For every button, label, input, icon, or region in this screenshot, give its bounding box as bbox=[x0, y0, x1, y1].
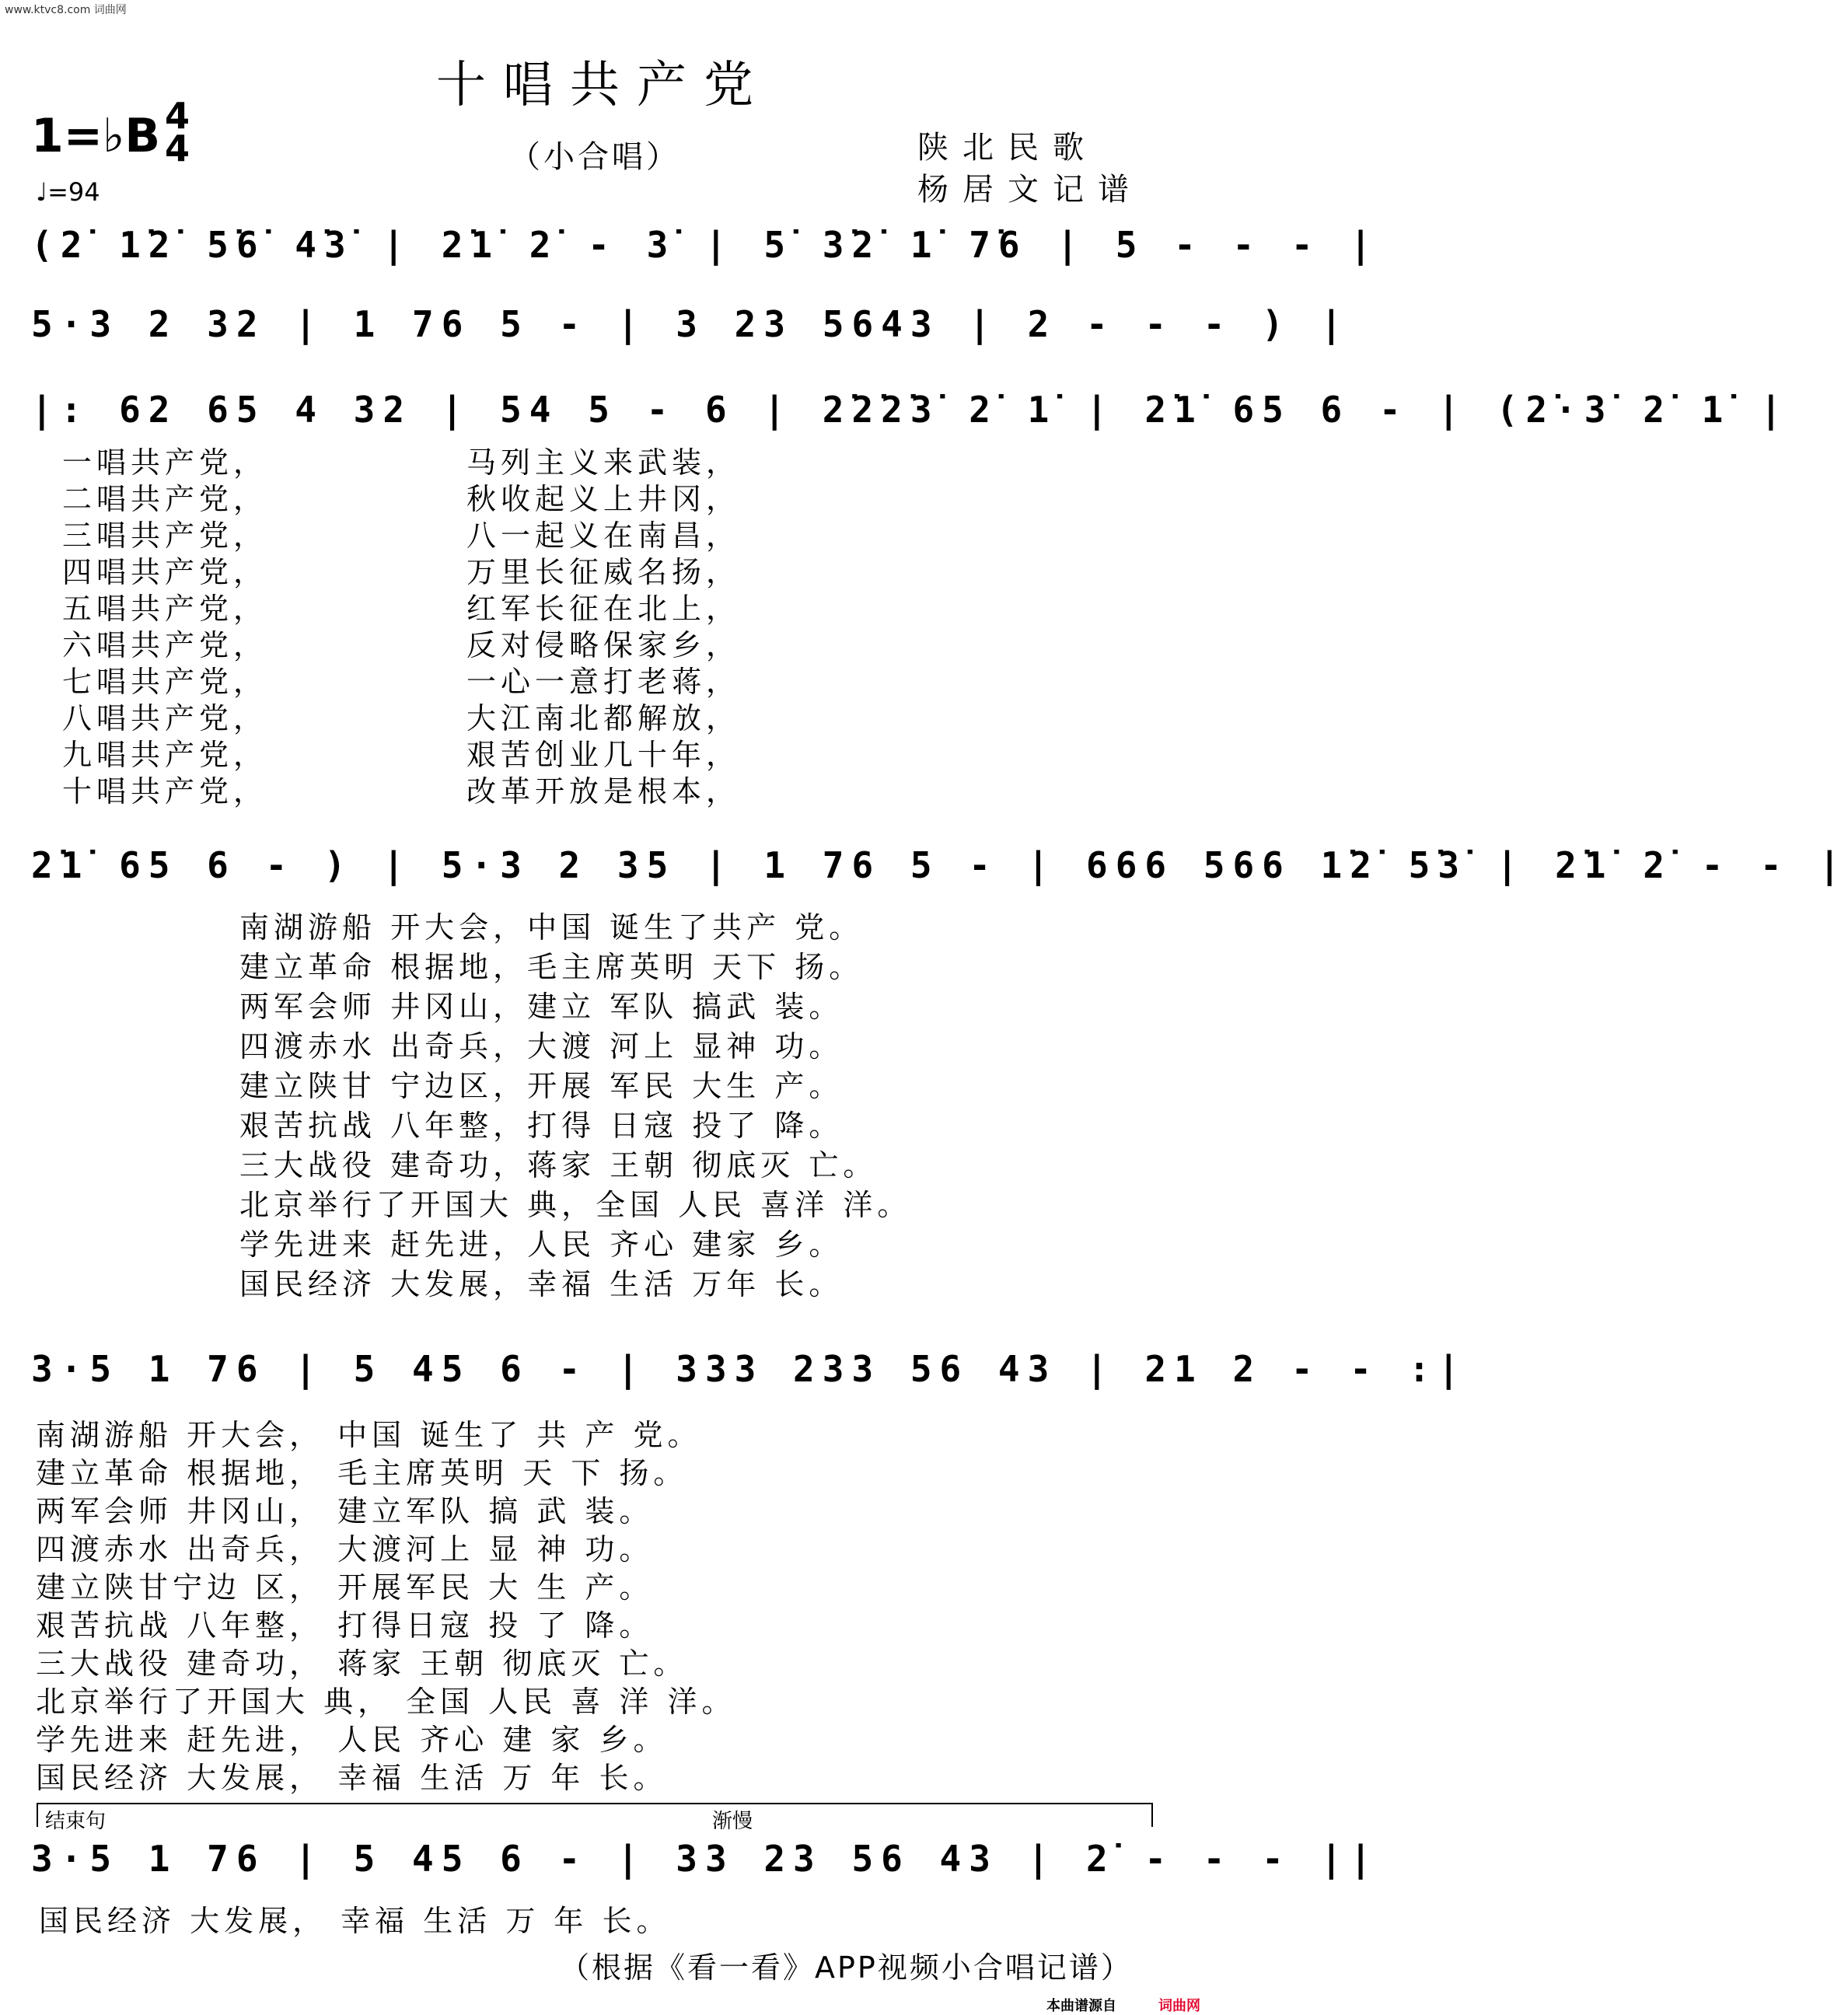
staff-line-6: 3·5 1 76 | 5 45 6 - | 33 23 56 43 | 2̇ - - - || bbox=[31, 1838, 1379, 1880]
verse-c-row: 学先进来 赶先进， 人民 齐心 建 家 乡。 bbox=[36, 1723, 668, 1757]
verse-b-row: 国民经济 大发展，幸福 生活 万年 长。 bbox=[239, 1267, 844, 1301]
verse-b-row: 北京举行了开国大 典，全国 人民 喜洋 洋。 bbox=[239, 1188, 912, 1222]
verse-a-first: 二唱共产党， bbox=[62, 482, 268, 516]
verse-a-first: 三唱共产党， bbox=[62, 519, 268, 553]
verse-c-row: 建立革命 根据地， 毛主席英明 天 下 扬。 bbox=[36, 1456, 688, 1490]
verse-c-row: 三大战役 建奇功， 蒋家 王朝 彻底灭 亡。 bbox=[36, 1647, 688, 1681]
verse-c-row: 艰苦抗战 八年整， 打得日寇 投 了 降。 bbox=[36, 1608, 654, 1643]
verse-a-second: 八一起义在南昌， bbox=[466, 519, 741, 553]
verse-a-first: 四唱共产党， bbox=[62, 555, 268, 589]
verse-b-row: 学先进来 赶先进，人民 齐心 建家 乡。 bbox=[239, 1228, 844, 1262]
verse-a-second: 万里长征威名扬， bbox=[466, 555, 741, 589]
staff-line-1: (2̇ 1̇2̇ 5̇6̇ 4̇3̇ | 2̇1̇ 2̇ - 3̇ | 5̇ 3̇2̇ 1̇ 7̇6 | 5 - - - | bbox=[31, 224, 1379, 266]
verse-c-row: 四渡赤水 出奇兵， 大渡河上 显 神 功。 bbox=[36, 1532, 654, 1566]
staff-line-3: |: 62 65 4 32 | 54 5 - 6 | 2̇2̇2̇3̇ 2̇ 1̇ | 2̇1̇ 65 6 - | (2̇·3̇ 2̇ 1̇ | bbox=[31, 389, 1790, 431]
key-signature: 1=♭B bbox=[31, 109, 161, 163]
verse-b-row: 建立革命 根据地，毛主席英明 天下 扬。 bbox=[239, 950, 864, 984]
verse-a-second: 秋收起义上井冈， bbox=[466, 482, 741, 516]
verse-c-row: 国民经济 大发展， 幸福 生活 万 年 长。 bbox=[36, 1761, 668, 1795]
verse-a-second: 反对侵略保家乡， bbox=[466, 628, 741, 662]
verse-a-second: 改革开放是根本， bbox=[466, 774, 741, 808]
verse-a-second: 马列主义来武装， bbox=[466, 445, 741, 480]
transcriber: 杨居文记谱 bbox=[917, 172, 1143, 208]
site-url: www.ktvc8.com 词曲网 bbox=[5, 4, 127, 16]
verse-a-first: 八唱共产党， bbox=[62, 701, 268, 735]
verse-b-row: 建立陕甘 宁边区，开展 军民 大生 产。 bbox=[239, 1069, 844, 1103]
time-signature-top: 4 bbox=[165, 95, 190, 137]
ending-bracket-line bbox=[37, 1804, 1152, 1827]
source-note: （根据《看一看》APP视频小合唱记谱） bbox=[560, 1950, 1133, 1985]
ending-label: 结束句 bbox=[45, 1810, 107, 1833]
verse-a-second: 一心一意打老蒋， bbox=[466, 665, 741, 699]
verse-a-first: 七唱共产党， bbox=[62, 665, 268, 699]
tempo-marking: ♩=94 bbox=[36, 177, 100, 207]
staff-line-4: 2̇1̇ 65 6 - ) | 5·3 2 35 | 1 76 5 - | 666 566 1̇2̇ 5̇3̇ | 2̇1̇ 2̇ - - | bbox=[31, 844, 1848, 886]
verse-c-row: 南湖游船 开大会， 中国 诞生了 共 产 党。 bbox=[36, 1418, 702, 1452]
time-signature-bottom: 4 bbox=[165, 127, 190, 169]
verse-a-second: 红军长征在北上， bbox=[466, 592, 741, 626]
song-title: 十唱共产党 bbox=[436, 57, 770, 114]
footer-brand: 词曲网 bbox=[1158, 1998, 1200, 2014]
verse-a-first: 六唱共产党， bbox=[62, 628, 268, 662]
ritardando-label: 渐慢 bbox=[712, 1810, 753, 1833]
subtitle: （小合唱） bbox=[509, 139, 680, 175]
verse-b-row: 艰苦抗战 八年整，打得 日寇 投了 降。 bbox=[239, 1109, 844, 1143]
verse-b-row: 两军会师 井冈山，建立 军队 搞武 装。 bbox=[239, 990, 844, 1024]
verse-a-second: 艰苦创业几十年， bbox=[466, 738, 741, 772]
verse-a-first: 九唱共产党， bbox=[62, 738, 268, 772]
verse-a-first: 五唱共产党， bbox=[62, 592, 268, 626]
staff-line-5: 3·5 1 76 | 5 45 6 - | 333 233 56 43 | 21 2 - - :| bbox=[31, 1348, 1468, 1390]
verse-b-row: 四渡赤水 出奇兵，大渡 河上 显神 功。 bbox=[239, 1029, 844, 1063]
verse-a-first: 一唱共产党， bbox=[62, 445, 268, 480]
footer-text: 本曲谱源自 bbox=[1046, 1998, 1116, 2014]
verse-c-row: 建立陕甘宁边 区， 开展军民 大 生 产。 bbox=[36, 1570, 654, 1605]
verse-a-second: 大江南北都解放， bbox=[466, 701, 741, 735]
verse-c-row: 北京举行了开国大 典， 全国 人民 喜 洋 洋。 bbox=[36, 1685, 736, 1719]
verse-c-row: 两军会师 井冈山， 建立军队 搞 武 装。 bbox=[36, 1494, 654, 1528]
song-origin: 陕北民歌 bbox=[917, 130, 1098, 166]
verse-a-first: 十唱共产党， bbox=[62, 774, 268, 808]
ending-lyric: 国民经济 大发展， 幸福 生活 万 年 长。 bbox=[39, 1904, 671, 1938]
staff-line-2: 5·3 2 32 | 1 76 5 - | 3 23 5643 | 2 - - - ) | bbox=[31, 303, 1350, 345]
verse-b-row: 三大战役 建奇功，蒋家 王朝 彻底灭 亡。 bbox=[239, 1148, 878, 1182]
verse-b-row: 南湖游船 开大会，中国 诞生了共产 党。 bbox=[239, 910, 864, 945]
